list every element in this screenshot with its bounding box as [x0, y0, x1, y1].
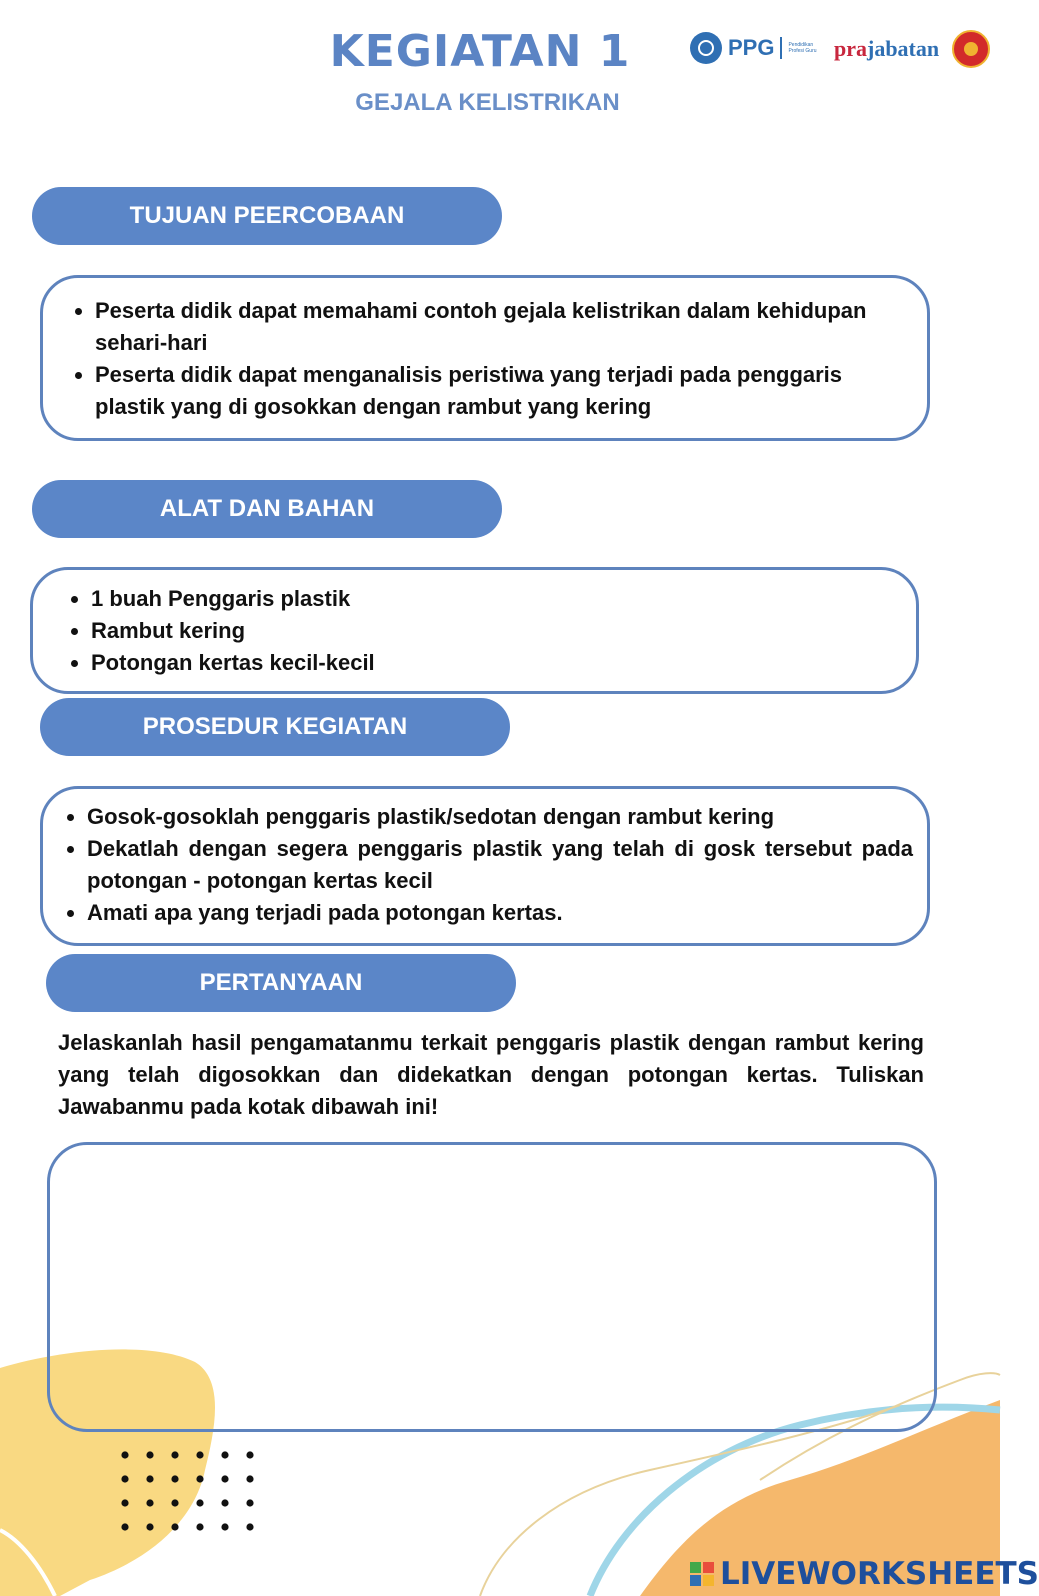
alat-item: • Rambut kering	[91, 615, 916, 647]
liveworksheets-logo[interactable]	[690, 1556, 1039, 1592]
tut-wuri-emblem-icon	[690, 32, 722, 64]
decor-dot	[121, 1475, 128, 1482]
liveworksheets-icon	[690, 1562, 714, 1586]
decor-dot	[196, 1523, 203, 1530]
decor-dot	[171, 1451, 178, 1458]
section-header-prosedur: PROSEDUR KEGIATAN	[40, 698, 510, 756]
prosedur-item: • Gosok-gosoklah penggaris plastik/sedotan dengan rambut kering	[87, 801, 913, 833]
answer-textbox[interactable]	[47, 1142, 937, 1432]
prosedur-box	[40, 786, 930, 946]
prosedur-list	[43, 801, 927, 929]
logo-divider	[780, 37, 782, 59]
decor-dot	[171, 1499, 178, 1506]
alat-list	[33, 583, 916, 679]
prajabatan-logo	[834, 36, 939, 62]
alat-item: • 1 buah Penggaris plastik	[91, 583, 916, 615]
decor-dot	[221, 1475, 228, 1482]
decor-dot	[246, 1523, 253, 1530]
university-seal-icon	[952, 30, 990, 68]
tujuan-item: • Peserta didik dapat memahami contoh gejala kelistrikan dalam kehidupan sehari-hari	[95, 295, 913, 359]
ppg-logo-small-text: Pendidikan Profesi Guru	[788, 42, 817, 54]
decor-dot	[221, 1523, 228, 1530]
section-header-alat: ALAT DAN BAHAN	[32, 480, 502, 538]
decor-dot	[121, 1451, 128, 1458]
ppg-logo	[690, 30, 818, 66]
question-text: Jelaskanlah hasil pengamatanmu terkait penggaris plastik dengan rambut kering yang telah digosokkan dan didekatkan dengan potongan kertas. Tuliskan Jawabanmu pada kotak dibawah ini!	[58, 1030, 924, 1119]
decor-dot	[121, 1499, 128, 1506]
decor-dot	[221, 1499, 228, 1506]
prosedur-item: • Amati apa yang terjadi pada potongan kertas.	[87, 897, 913, 929]
ppg-logo-text: PPG	[728, 35, 775, 60]
decor-dot	[146, 1451, 153, 1458]
section-header-pertanyaan: PERTANYAAN	[46, 954, 516, 1012]
decor-dot	[146, 1523, 153, 1530]
decor-dot	[246, 1451, 253, 1458]
decor-dot	[221, 1451, 228, 1458]
prajabatan-logo-part1: pra	[834, 36, 867, 61]
prosedur-item: • Dekatlah dengan segera penggaris plastik yang telah di gosk tersebut pada potongan - potongan kertas kecil	[87, 833, 913, 897]
decor-dot	[121, 1523, 128, 1530]
decor-dot	[196, 1475, 203, 1482]
decor-dot	[246, 1475, 253, 1482]
decor-dot	[171, 1523, 178, 1530]
tujuan-item: • Peserta didik dapat menganalisis peristiwa yang terjadi pada penggaris plastik yang di gosokkan dengan rambut yang kering	[95, 359, 913, 423]
liveworksheets-text: LIVEWORKSHEETS	[720, 1556, 1039, 1592]
alat-item: • Potongan kertas kecil-kecil	[91, 647, 916, 679]
alat-box	[30, 567, 919, 694]
decor-dot	[196, 1451, 203, 1458]
decor-dot	[171, 1475, 178, 1482]
decor-dot	[246, 1499, 253, 1506]
page-subtitle: GEJALA KELISTRIKAN	[355, 89, 620, 116]
section-header-tujuan: TUJUAN PEERCOBAAN	[32, 187, 502, 245]
tujuan-list	[43, 295, 927, 423]
decor-dot	[146, 1475, 153, 1482]
prajabatan-logo-part2: jabatan	[867, 36, 940, 61]
tujuan-box	[40, 275, 930, 441]
decor-dot	[146, 1499, 153, 1506]
decor-dot	[196, 1499, 203, 1506]
page-title: KEGIATAN 1	[329, 26, 631, 77]
